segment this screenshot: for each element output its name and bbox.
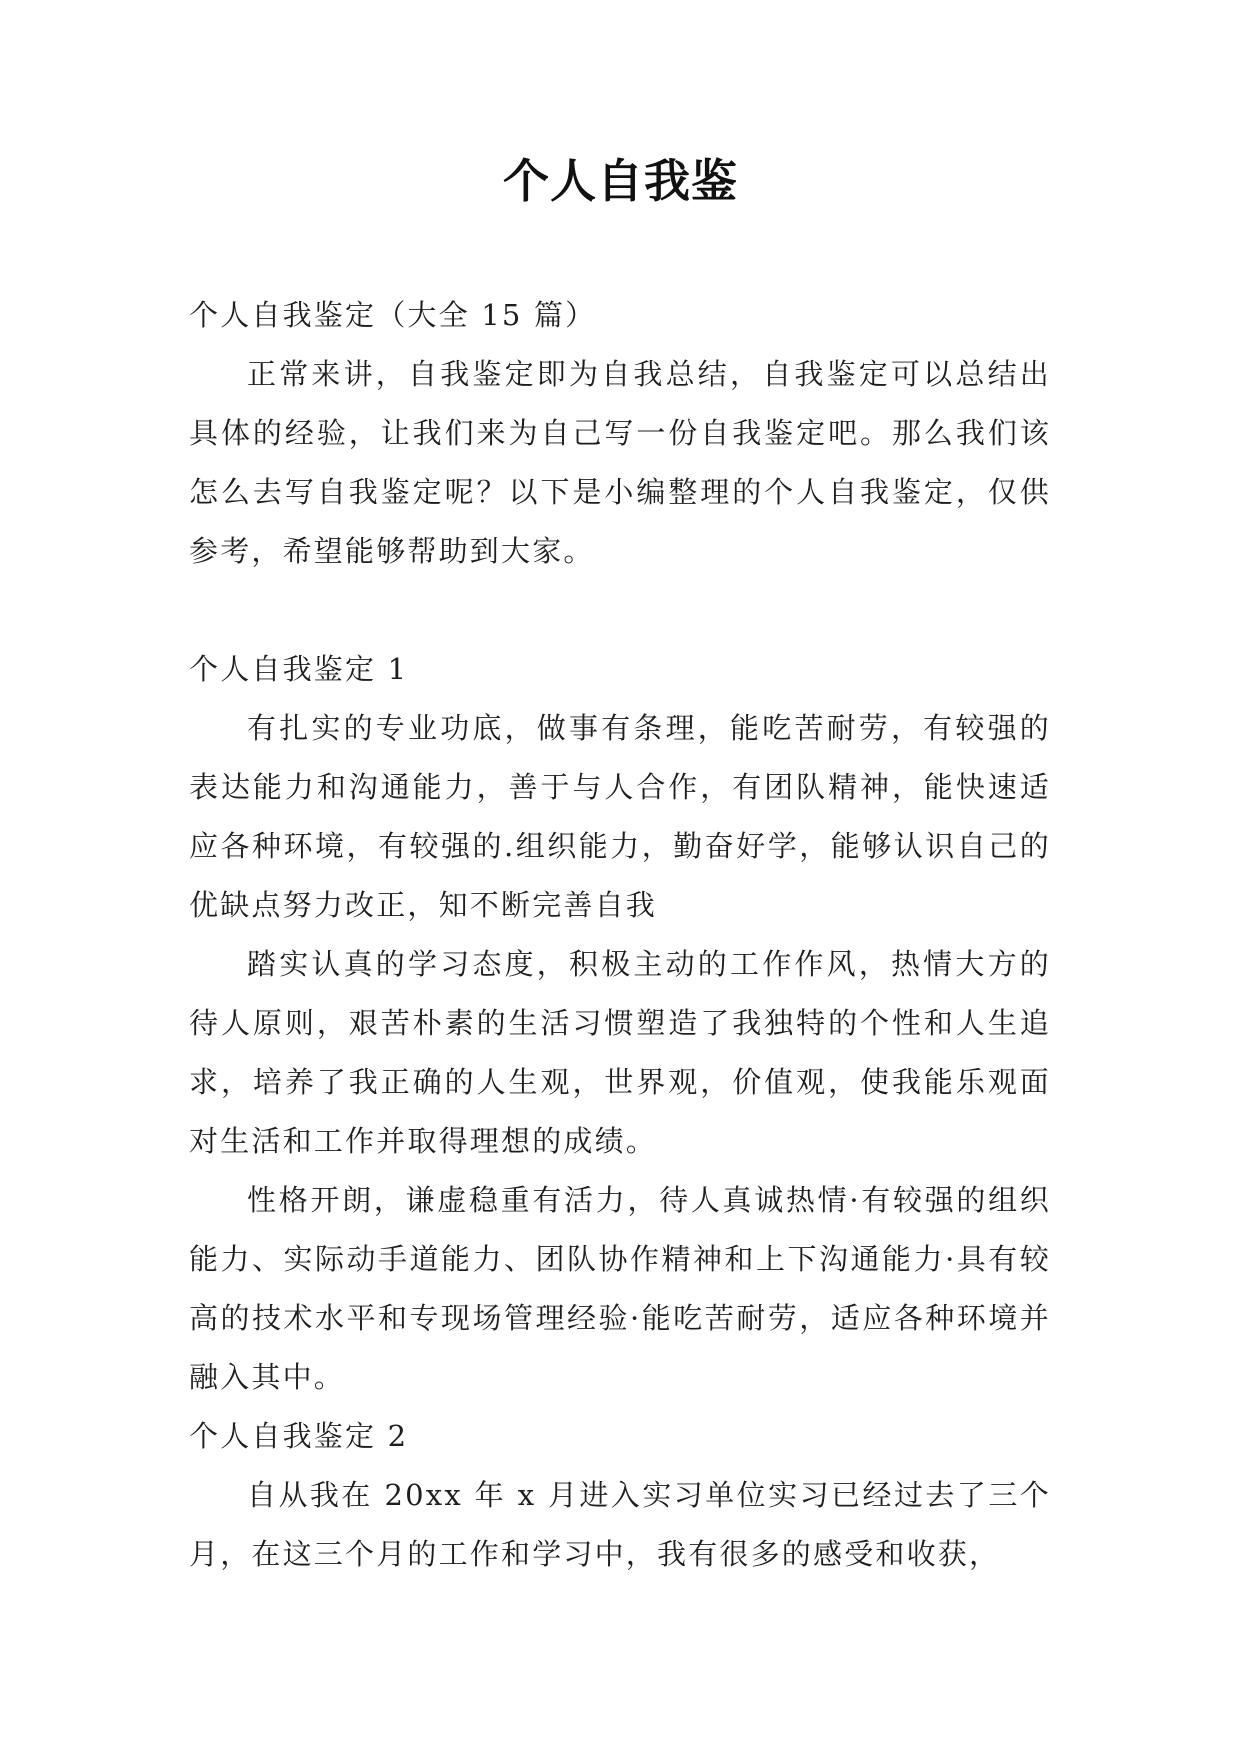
section-1-paragraph-1: 有扎实的专业功底，做事有条理，能吃苦耐劳，有较强的表达能力和沟通能力，善于与人合作，有团队精神，能快速适应各种环境，有较强的.组织能力，勤奋好学，能够认识自己的优缺点努力改正，知不断完善自我 [189, 711, 1051, 922]
document-title: 个人自我鉴 [503, 154, 738, 208]
intro-heading: 个人自我鉴定（大全 15 篇） [189, 298, 597, 332]
section-2-heading: 个人自我鉴定 2 [189, 1419, 409, 1453]
section-1-heading: 个人自我鉴定 1 [189, 652, 409, 686]
section-1-paragraph-3: 性格开朗，谦虚稳重有活力，待人真诚热情·有较强的组织能力、实际动手道能力、团队协作精神和上下沟通能力·具有较高的技术水平和专现场管理经验·能吃苦耐劳，适应各种环境并融入其中。 [189, 1183, 1051, 1394]
section-2-paragraph-1: 自从我在 20xx 年 x 月进入实习单位实习已经过去了三个月，在这三个月的工作和学习中，我有很多的感受和收获， [189, 1478, 1051, 1571]
intro-paragraph: 正常来讲，自我鉴定即为自我总结，自我鉴定可以总结出具体的经验，让我们来为自己写一份自我鉴定吧。那么我们该怎么去写自我鉴定呢？以下是小编整理的个人自我鉴定，仅供参考，希望能够帮助到大家。 [189, 357, 1051, 568]
section-1-paragraph-2: 踏实认真的学习态度，积极主动的工作作风，热情大方的待人原则，艰苦朴素的生活习惯塑造了我独特的个性和人生追求，培养了我正确的人生观，世界观，价值观，使我能乐观面对生活和工作并取得理想的成绩。 [189, 947, 1051, 1158]
